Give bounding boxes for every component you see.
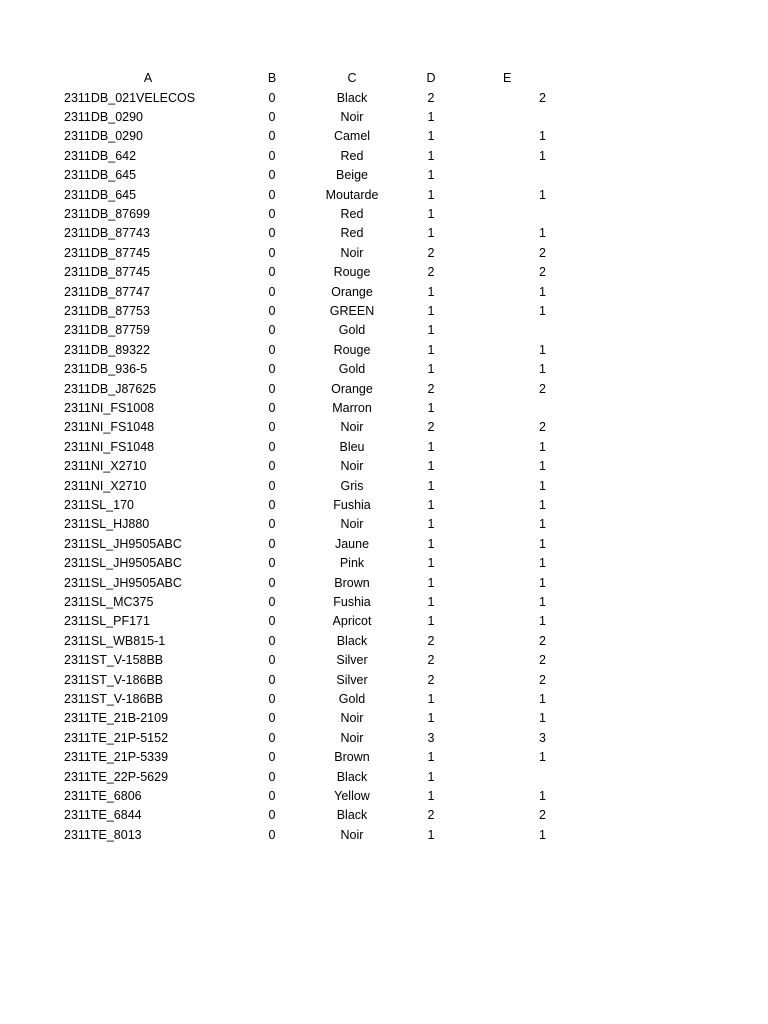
table-row <box>0 321 768 340</box>
cell-col-d: 1 <box>427 168 435 183</box>
cell-col-e: 2 <box>539 420 546 435</box>
table-row <box>0 690 768 709</box>
cell-col-b: 0 <box>268 730 276 745</box>
cell-col-e: 1 <box>539 536 546 551</box>
cell-col-a: 2311DB_0290 <box>64 129 144 144</box>
cell-col-c: Black <box>336 633 368 648</box>
cell-col-b: 0 <box>268 265 276 280</box>
cell-col-d: 1 <box>427 129 435 144</box>
cell-col-d: 3 <box>427 730 435 745</box>
cell-col-c: Rouge <box>333 265 371 280</box>
cell-col-b: 0 <box>268 148 276 163</box>
cell-col-b: 0 <box>268 129 276 144</box>
cell-col-b: 0 <box>268 769 276 784</box>
table-row <box>0 477 768 496</box>
cell-col-b: 0 <box>268 653 276 668</box>
cell-col-d: 1 <box>427 439 435 454</box>
table-row <box>0 147 768 166</box>
cell-col-c: Gris <box>340 478 364 493</box>
cell-col-e: 2 <box>539 381 546 396</box>
table-row <box>0 593 768 612</box>
table-row <box>0 302 768 321</box>
cell-col-c: Beige <box>336 168 368 183</box>
cell-col-d: 1 <box>427 284 435 299</box>
cell-col-c: Black <box>336 769 368 784</box>
cell-col-a: 2311SL_170 <box>64 498 134 512</box>
cell-col-a: 2311NI_X2710 <box>64 459 147 474</box>
cell-col-a: 2311DB_87743 <box>64 226 150 241</box>
cell-col-a: 2311DB_87759 <box>64 323 150 338</box>
cell-col-e: 1 <box>539 478 546 493</box>
cell-col-d: 1 <box>427 711 435 726</box>
cell-col-a: 2311DB_645 <box>64 168 137 183</box>
cell-col-c: Black <box>336 808 368 823</box>
cell-col-e: 1 <box>539 595 546 609</box>
cell-col-b: 0 <box>268 498 276 512</box>
cell-col-b: 0 <box>268 827 276 842</box>
cell-col-c: Pink <box>339 556 365 571</box>
cell-col-b: 0 <box>268 750 276 765</box>
cell-col-b: 0 <box>268 614 276 629</box>
cell-col-e: 1 <box>539 284 546 299</box>
cell-col-d: 2 <box>427 672 435 687</box>
cell-col-b: 0 <box>268 207 276 221</box>
cell-col-d: 1 <box>427 517 435 532</box>
cell-col-d: 1 <box>427 148 435 163</box>
cell-col-d: 1 <box>427 110 435 124</box>
cell-col-b: 0 <box>268 789 276 803</box>
table-row <box>0 826 768 845</box>
table-row <box>0 554 768 573</box>
cell-col-d: 1 <box>427 789 435 803</box>
cell-col-d: 1 <box>427 478 435 493</box>
cell-col-b: 0 <box>268 439 276 454</box>
cell-col-b: 0 <box>268 536 276 551</box>
cell-col-c: Red <box>340 148 364 163</box>
cell-col-b: 0 <box>268 304 276 318</box>
cell-col-e: 2 <box>539 265 546 280</box>
cell-col-c: Yellow <box>334 789 370 803</box>
cell-col-a: 2311SL_JH9505ABC <box>64 575 182 590</box>
table-row <box>0 108 768 127</box>
cell-col-e: 2 <box>539 653 546 668</box>
header-row <box>0 69 768 88</box>
table-row <box>0 574 768 593</box>
cell-col-a: 2311DB_87745 <box>64 245 150 260</box>
table-row <box>0 283 768 302</box>
cell-col-a: 2311DB_645 <box>64 187 137 202</box>
cell-col-c: Jaune <box>334 536 370 551</box>
cell-col-a: 2311SL_HJ880 <box>64 517 150 532</box>
cell-col-c: Gold <box>338 362 366 377</box>
cell-col-e: 1 <box>539 129 546 144</box>
cell-col-e: 1 <box>539 362 546 377</box>
cell-col-b: 0 <box>268 459 276 474</box>
cell-col-d: 1 <box>427 575 435 590</box>
cell-col-c: Brown <box>334 750 370 765</box>
cell-col-e: 1 <box>539 556 546 571</box>
cell-col-e <box>486 768 546 787</box>
cell-col-a: 2311TE_6844 <box>64 808 142 823</box>
cell-col-e <box>486 108 546 127</box>
cell-col-a: 2311DB_87747 <box>64 284 150 299</box>
cell-col-c: Noir <box>340 110 364 124</box>
cell-col-a: 2311TE_21B-2109 <box>64 711 169 726</box>
cell-col-c: Orange <box>331 381 373 396</box>
cell-col-e: 1 <box>539 439 546 454</box>
cell-col-e: 1 <box>539 304 546 318</box>
cell-col-a: 2311ST_V-186BB <box>64 672 164 687</box>
cell-col-a: 2311DB_642 <box>64 148 137 163</box>
cell-col-d: 2 <box>427 245 435 260</box>
cell-col-e <box>486 166 546 185</box>
cell-col-a: 2311DB_87745 <box>64 265 150 280</box>
cell-col-b: 0 <box>268 381 276 396</box>
column-header-b: B <box>267 71 277 85</box>
cell-col-a: 2311TE_22P-5629 <box>64 769 169 784</box>
cell-col-a: 2311SL_PF171 <box>64 614 150 629</box>
cell-col-d: 1 <box>427 750 435 765</box>
table-row <box>0 612 768 631</box>
cell-col-b: 0 <box>268 692 276 706</box>
cell-col-c: Noir <box>340 245 364 260</box>
cell-col-c: Moutarde <box>325 187 379 202</box>
cell-col-c: Silver <box>336 653 368 668</box>
cell-col-b: 0 <box>268 226 276 241</box>
cell-col-d: 1 <box>427 342 435 357</box>
cell-col-a: 2311DB_J87625 <box>64 381 157 396</box>
cell-col-c: Noir <box>340 517 364 532</box>
cell-col-e: 1 <box>539 692 546 706</box>
cell-col-d: 1 <box>427 459 435 474</box>
cell-col-b: 0 <box>268 556 276 571</box>
table-row <box>0 380 768 399</box>
cell-col-e <box>486 205 546 224</box>
cell-col-d: 2 <box>427 633 435 648</box>
cell-col-c: Brown <box>334 575 370 590</box>
cell-col-d: 1 <box>427 536 435 551</box>
column-header-e: E <box>503 71 512 85</box>
cell-col-c: Fushia <box>333 595 371 609</box>
table-row <box>0 418 768 437</box>
cell-col-e: 1 <box>539 342 546 357</box>
cell-col-b: 0 <box>268 808 276 823</box>
cell-col-d: 1 <box>427 323 435 338</box>
cell-col-c: Noir <box>340 420 364 435</box>
table-row <box>0 224 768 243</box>
cell-col-a: 2311TE_21P-5152 <box>64 730 169 745</box>
cell-col-b: 0 <box>268 517 276 532</box>
cell-col-c: Fushia <box>333 498 371 512</box>
cell-col-e: 2 <box>539 808 546 823</box>
table-row <box>0 341 768 360</box>
table-row <box>0 729 768 748</box>
cell-col-d: 1 <box>427 769 435 784</box>
cell-col-d: 2 <box>427 381 435 396</box>
table-row <box>0 360 768 379</box>
cell-col-b: 0 <box>268 672 276 687</box>
table-row <box>0 166 768 185</box>
cell-col-c: Gold <box>338 692 366 706</box>
cell-col-a: 2311DB_87753 <box>64 304 150 318</box>
cell-col-e <box>486 321 546 340</box>
cell-col-d: 1 <box>427 226 435 241</box>
cell-col-a: 2311SL_MC375 <box>64 595 154 609</box>
cell-col-b: 0 <box>268 342 276 357</box>
cell-col-a: 2311TE_21P-5339 <box>64 750 169 765</box>
column-header-c: C <box>347 71 357 85</box>
cell-col-b: 0 <box>268 168 276 183</box>
cell-col-e: 3 <box>539 730 546 745</box>
cell-col-b: 0 <box>268 245 276 260</box>
cell-col-b: 0 <box>268 362 276 377</box>
cell-col-d: 1 <box>427 498 435 512</box>
cell-col-b: 0 <box>268 478 276 493</box>
cell-col-c: Apricot <box>332 614 372 629</box>
cell-col-d: 2 <box>427 90 435 105</box>
cell-col-e: 2 <box>539 633 546 648</box>
table-row <box>0 806 768 825</box>
table-row <box>0 496 768 515</box>
table-row <box>0 535 768 554</box>
cell-col-d: 1 <box>427 401 435 415</box>
table-row <box>0 748 768 767</box>
table-row <box>0 186 768 205</box>
cell-col-e: 1 <box>539 498 546 512</box>
cell-col-c: Noir <box>340 730 364 745</box>
cell-col-a: 2311SL_WB815-1 <box>64 633 166 648</box>
cell-col-e: 1 <box>539 517 546 532</box>
cell-col-c: Red <box>340 207 364 221</box>
cell-col-d: 1 <box>427 692 435 706</box>
table-row <box>0 787 768 806</box>
cell-col-d: 1 <box>427 595 435 609</box>
cell-col-c: Noir <box>340 711 364 726</box>
cell-col-a: 2311NI_X2710 <box>64 478 147 493</box>
cell-col-c: Noir <box>340 459 364 474</box>
cell-col-a: 2311SL_JH9505ABC <box>64 536 182 551</box>
cell-col-d: 2 <box>427 420 435 435</box>
cell-col-d: 1 <box>427 614 435 629</box>
cell-col-a: 2311ST_V-158BB <box>64 653 164 668</box>
table-row <box>0 127 768 146</box>
cell-col-e: 2 <box>539 245 546 260</box>
cell-col-c: Bleu <box>339 439 365 454</box>
cell-col-b: 0 <box>268 595 276 609</box>
cell-col-d: 2 <box>427 653 435 668</box>
cell-col-e: 1 <box>539 750 546 765</box>
cell-col-a: 2311DB_0290 <box>64 110 144 124</box>
cell-col-b: 0 <box>268 323 276 338</box>
cell-col-c: Noir <box>340 827 364 842</box>
cell-col-d: 2 <box>427 265 435 280</box>
cell-col-a: 2311ST_V-186BB <box>64 692 164 706</box>
column-header-d: D <box>426 71 436 85</box>
cell-col-d: 1 <box>427 827 435 842</box>
cell-col-a: 2311SL_JH9505ABC <box>64 556 182 571</box>
cell-col-e: 1 <box>539 614 546 629</box>
cell-col-b: 0 <box>268 633 276 648</box>
table-row <box>0 515 768 534</box>
table-row <box>0 263 768 282</box>
cell-col-c: Orange <box>331 284 373 299</box>
table-row <box>0 457 768 476</box>
cell-col-d: 1 <box>427 187 435 202</box>
cell-col-e: 1 <box>539 575 546 590</box>
cell-col-e: 1 <box>539 711 546 726</box>
cell-col-d: 1 <box>427 304 435 318</box>
cell-col-d: 2 <box>427 808 435 823</box>
cell-col-c: Silver <box>336 672 368 687</box>
cell-col-d: 1 <box>427 207 435 221</box>
cell-col-e: 1 <box>539 187 546 202</box>
table-row <box>0 399 768 418</box>
cell-col-a: 2311DB_89322 <box>64 342 150 357</box>
table-row <box>0 768 768 787</box>
cell-col-b: 0 <box>268 575 276 590</box>
cell-col-c: GREEN <box>329 304 375 318</box>
table-row <box>0 671 768 690</box>
cell-col-a: 2311TE_6806 <box>64 789 142 803</box>
cell-col-b: 0 <box>268 420 276 435</box>
cell-col-c: Gold <box>338 323 366 338</box>
cell-col-e: 1 <box>539 789 546 803</box>
cell-col-b: 0 <box>268 187 276 202</box>
cell-col-e: 1 <box>539 148 546 163</box>
cell-col-e <box>486 399 546 418</box>
cell-col-a: 2311DB_936-5 <box>64 362 148 377</box>
cell-col-b: 0 <box>268 401 276 415</box>
cell-col-d: 1 <box>427 556 435 571</box>
cell-col-a: 2311TE_8013 <box>64 827 142 842</box>
cell-col-d: 1 <box>427 362 435 377</box>
table-row <box>0 438 768 457</box>
cell-col-a: 2311NI_FS1048 <box>64 420 155 435</box>
table-row <box>0 709 768 728</box>
cell-col-c: Red <box>340 226 364 241</box>
table-row <box>0 651 768 670</box>
cell-col-b: 0 <box>268 711 276 726</box>
cell-col-c: Rouge <box>333 342 371 357</box>
cell-col-e: 2 <box>539 90 546 105</box>
cell-col-e: 2 <box>539 672 546 687</box>
cell-col-e: 1 <box>539 226 546 241</box>
cell-col-b: 0 <box>268 90 276 105</box>
table-row <box>0 244 768 263</box>
cell-col-b: 0 <box>268 284 276 299</box>
table-row <box>0 89 768 108</box>
table-row <box>0 205 768 224</box>
cell-col-e: 1 <box>539 459 546 474</box>
column-header-a: A <box>143 71 153 85</box>
cell-col-b: 0 <box>268 110 276 124</box>
cell-col-a: 2311DB_87699 <box>64 207 150 221</box>
table-row <box>0 632 768 651</box>
cell-col-a: 2311NI_FS1008 <box>64 401 155 415</box>
cell-col-a: 2311DB_021VELECOS <box>64 90 196 105</box>
cell-col-e: 1 <box>539 827 546 842</box>
cell-col-a: 2311NI_FS1048 <box>64 439 155 454</box>
cell-col-c: Marron <box>332 401 372 415</box>
cell-col-c: Black <box>336 90 368 105</box>
cell-col-c: Camel <box>333 129 371 144</box>
